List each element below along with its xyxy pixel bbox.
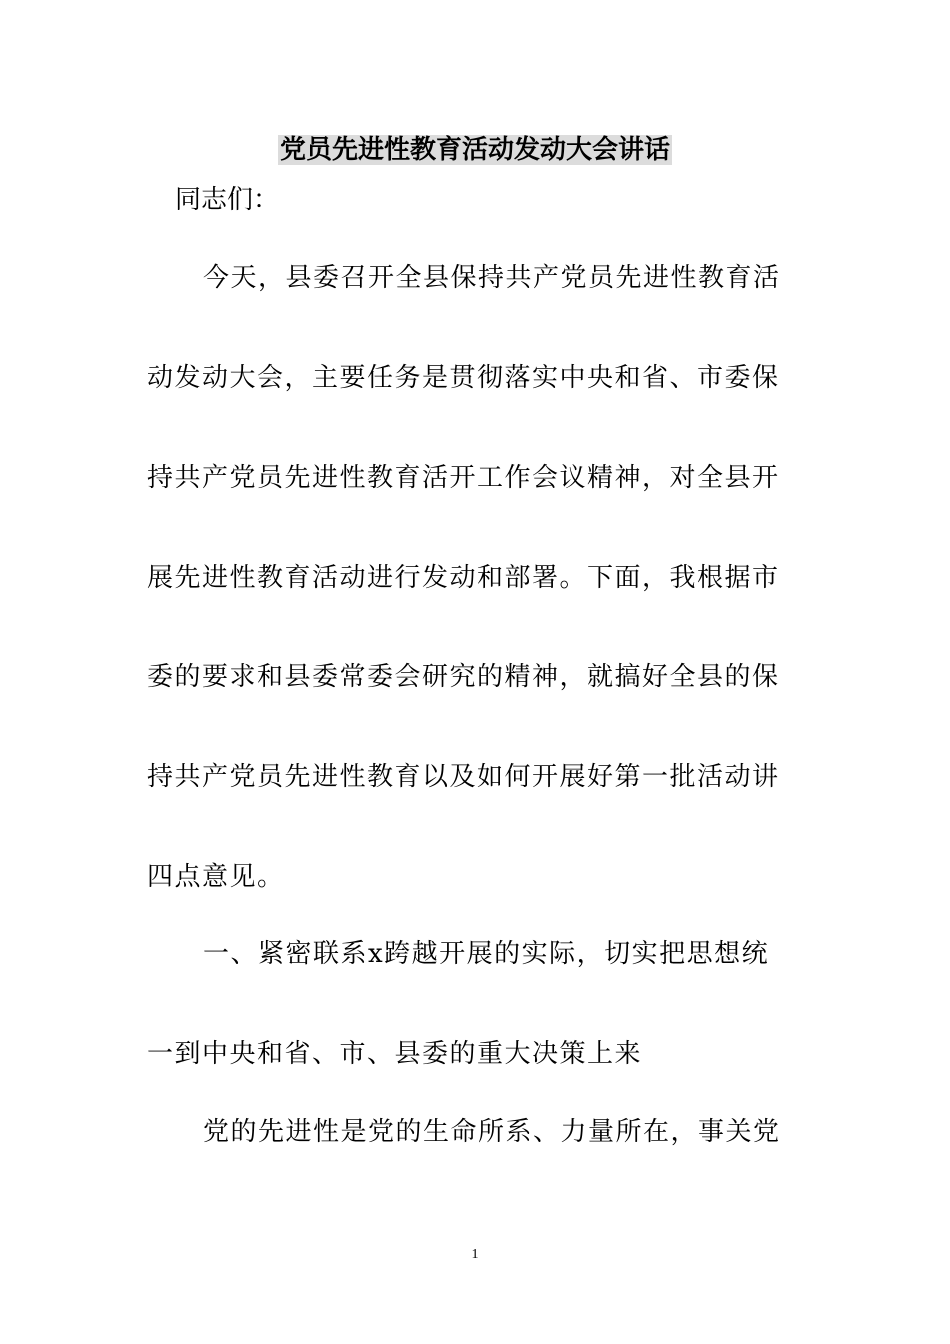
paragraph-line: 持共产党员先进性教育以及如何开展好第一批活动讲 bbox=[147, 762, 780, 792]
section-heading-line: 一到中央和省、市、县委的重大决策上来 bbox=[147, 1039, 643, 1069]
document-title: 党员先进性教育活动发动大会讲话 bbox=[279, 135, 670, 165]
paragraph-line: 今天，县委召开全县保持共产党员先进性教育活 bbox=[203, 263, 781, 293]
paragraph-line: 持共产党员先进性教育活开工作会议精神，对全县开 bbox=[147, 463, 780, 493]
paragraph-line: 动发动大会，主要任务是贯彻落实中央和省、市委保 bbox=[147, 363, 780, 393]
section-heading-line: 一、紧密联系x跨越开展的实际，切实把思想统 bbox=[203, 939, 770, 969]
paragraph-line: 展先进性教育活动进行发动和部署。下面，我根据市 bbox=[147, 563, 780, 593]
paragraph-line: 党的先进性是党的生命所系、力量所在，事关党 bbox=[203, 1117, 781, 1147]
page-number: 1 bbox=[471, 1247, 479, 1262]
salutation: 同志们： bbox=[175, 185, 280, 215]
paragraph-line: 四点意见。 bbox=[147, 862, 285, 892]
paragraph-line: 委的要求和县委常委会研究的精神，就搞好全县的保 bbox=[147, 662, 780, 692]
